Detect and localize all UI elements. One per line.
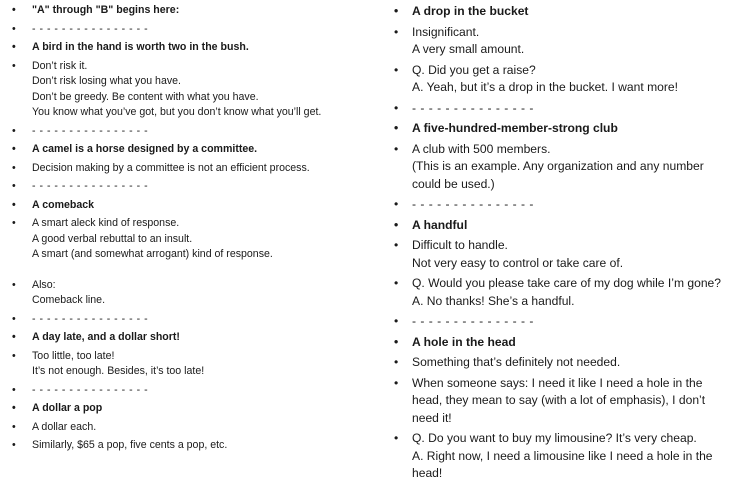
text-line: • - - - - - - - - - - - - - - - -	[32, 383, 149, 396]
text-line: • A handful	[412, 217, 468, 232]
text-line: • Also:	[32, 278, 56, 291]
text-line: A. Yeah, but it’s a drop in the bucket. I want more!	[412, 80, 679, 94]
text-line: • Q. Did you get a raise?	[412, 62, 536, 77]
bullet-item	[12, 59, 372, 121]
text-line: A smart (and somewhat arrogant) kind of response.	[32, 248, 273, 260]
bullet-item	[394, 141, 738, 194]
text-line: • A dollar a pop	[32, 402, 103, 414]
separator-line	[12, 124, 372, 140]
text-line: need it!	[412, 410, 452, 425]
bullet-item	[12, 349, 372, 380]
entry-heading	[12, 198, 372, 214]
entry-heading	[12, 142, 372, 158]
text-line: • A hole in the head	[412, 334, 516, 349]
spacer	[12, 263, 372, 275]
text-line: head!	[412, 466, 443, 480]
text-line: • - - - - - - - - - - - - - - - -	[32, 180, 149, 192]
text-line: • A day late, and a dollar short!	[32, 331, 180, 343]
text-line: • Q. Do you want to buy my limousine? It’s very cheap.	[412, 431, 697, 445]
bullet-item	[394, 430, 738, 483]
text-line: Not very easy to control or take care of.	[412, 255, 624, 270]
separator-line	[12, 312, 372, 328]
text-line: • A five-hundred-member-strong club	[412, 121, 618, 135]
text-line: • - - - - - - - - - - - - - - -	[412, 100, 534, 115]
separator-line	[394, 100, 738, 118]
entry-heading	[12, 401, 372, 417]
text-line: It’s not enough. Besides, it’s too late!	[32, 365, 205, 377]
entry-heading	[394, 120, 738, 138]
text-line: A good verbal rebuttal to an insult.	[32, 232, 193, 245]
text-line: • Decision making by a committee is not an efficient process.	[32, 161, 310, 174]
right-column	[394, 0, 738, 483]
text-line: • Insignificant.	[412, 24, 480, 39]
text-line: Don’t risk losing what you have.	[32, 75, 181, 87]
text-line: • A bird in the hand is worth two in the bush.	[32, 41, 249, 53]
entry-heading	[394, 3, 738, 21]
bullet-item	[12, 216, 372, 263]
text-line: • A smart aleck kind of response.	[32, 217, 180, 229]
text-line: • - - - - - - - - - - - - - - - -	[32, 124, 149, 137]
bullet-item	[394, 62, 738, 97]
text-line: • Too little, too late!	[32, 349, 115, 362]
text-line: A. Right now, I need a limousine like I need a hole in the	[412, 448, 713, 463]
bullet-item	[394, 375, 738, 428]
bullet-item	[12, 420, 372, 436]
bullet-item	[394, 354, 738, 372]
text-line: • Difficult to handle.	[412, 238, 508, 252]
bullet-item	[394, 24, 738, 59]
text-line: • "A" through "B" begins here:	[32, 4, 180, 16]
separator-line	[12, 383, 372, 399]
text-line: head, they mean to say (with a lot of emphasis), I don’t	[412, 393, 706, 407]
text-line: • - - - - - - - - - - - - - - -	[412, 314, 534, 328]
bullet-item	[394, 237, 738, 272]
text-line: • When someone says: I need it like I need a hole in the	[412, 375, 703, 390]
text-line: • - - - - - - - - - - - - - - - -	[32, 312, 149, 325]
text-line: • A camel is a horse designed by a committee.	[32, 143, 258, 155]
text-line: • A club with 500 members.	[412, 141, 551, 156]
bullet-item	[12, 161, 372, 177]
bullet-item	[12, 438, 372, 454]
bullet-item	[12, 278, 372, 309]
text-line: • A drop in the bucket	[412, 4, 529, 18]
text-line: Don’t be greedy. Be content with what you have.	[32, 90, 259, 103]
entry-heading	[394, 217, 738, 235]
text-line: • Q. Would you please take care of my dog while I’m gone?	[412, 276, 722, 290]
text-line: A. No thanks! She’s a handful.	[412, 293, 575, 308]
separator-line	[12, 179, 372, 195]
text-line: could be used.)	[412, 176, 495, 191]
entry-heading	[394, 334, 738, 352]
text-line: • Something that’s definitely not needed.	[412, 355, 621, 369]
separator-line	[394, 196, 738, 214]
entry-heading	[12, 40, 372, 56]
left-column	[12, 0, 372, 454]
text-line: (This is an example. Any organization and any number	[412, 159, 704, 173]
separator-line	[12, 22, 372, 38]
text-line: • - - - - - - - - - - - - - - -	[412, 197, 534, 211]
text-line: Comeback line.	[32, 294, 106, 306]
text-line: A very small amount.	[412, 42, 525, 56]
bullet-item	[394, 275, 738, 310]
text-line: • A comeback	[32, 198, 95, 211]
entry-heading	[12, 3, 372, 19]
separator-line	[394, 313, 738, 331]
text-line: You know what you’ve got, but you don’t know what you’ll get.	[32, 106, 322, 118]
text-line: • Don’t risk it.	[32, 59, 88, 72]
text-line: • A dollar each.	[32, 420, 97, 433]
text-line: • Similarly, $65 a pop, five cents a pop, etc.	[32, 439, 228, 451]
entry-heading	[12, 330, 372, 346]
text-line: • - - - - - - - - - - - - - - - -	[32, 22, 149, 35]
